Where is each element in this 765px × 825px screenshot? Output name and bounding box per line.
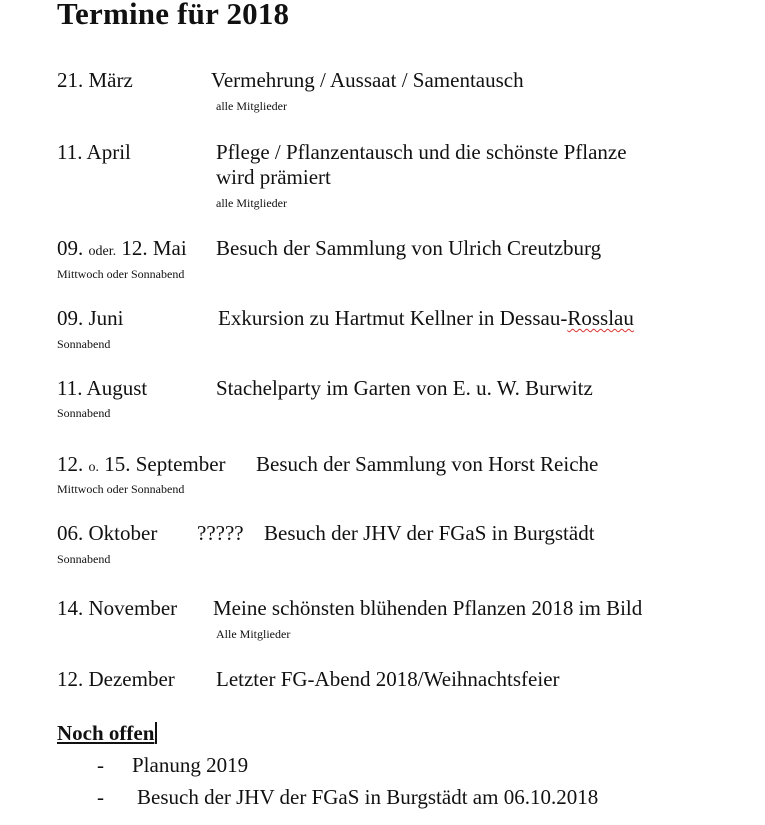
event-date: 12. Dezember	[57, 667, 175, 691]
date-part: 15. September	[104, 452, 226, 476]
event-date: 14. November	[57, 596, 178, 620]
event-description: Besuch der Sammlung von Horst Reiche	[256, 452, 599, 476]
event-date	[57, 236, 187, 261]
date-part: 12.	[57, 452, 84, 476]
event-date: 06. Oktober	[57, 521, 158, 545]
event-note: Sonnabend	[57, 406, 111, 420]
list-bullet: -	[97, 753, 104, 777]
event-description	[218, 306, 634, 331]
page-title: Termine für 2018	[57, 0, 290, 31]
event-note: Mittwoch oder Sonnabend	[57, 267, 185, 281]
event-date: 11. August	[57, 376, 148, 400]
event-description: Besuch der JHV der FGaS in Burgstädt	[264, 521, 595, 545]
event-note: alle Mitglieder	[216, 196, 287, 210]
event-description: Vermehrung / Aussaat / Samentausch	[211, 68, 524, 92]
event-description: Pflege / Pflanzentausch und die schönste Pflanze	[216, 140, 627, 164]
date-part: 09.	[57, 236, 84, 260]
text-cursor	[155, 722, 157, 744]
event-note: alle Mitglieder	[216, 99, 287, 113]
heading-text: Noch offen	[57, 721, 155, 745]
uncertain-marker: ?????	[197, 521, 244, 545]
spellcheck-flagged-word[interactable]: Rosslau	[567, 306, 634, 330]
open-items-heading	[57, 721, 157, 746]
event-description-cont: wird prämiert	[216, 165, 331, 189]
event-description: Meine schönsten blühenden Pflanzen 2018 im Bild	[213, 596, 643, 620]
date-part: 12. Mai	[121, 236, 187, 260]
list-bullet: -	[97, 785, 104, 809]
description-text: Exkursion zu Hartmut Kellner in Dessau-	[218, 306, 568, 330]
event-note: Mittwoch oder Sonnabend	[57, 482, 185, 496]
event-description: Letzter FG-Abend 2018/Weihnachtsfeier	[216, 667, 560, 691]
event-date: 09. Juni	[57, 306, 124, 330]
list-item: Besuch der JHV der FGaS in Burgstädt am 06.10.2018	[137, 785, 599, 809]
event-date	[57, 452, 226, 477]
event-description: Besuch der Sammlung von Ulrich Creutzburg	[216, 236, 602, 260]
event-date: 21. März	[57, 68, 133, 92]
date-connector: oder.	[88, 244, 117, 259]
event-description: Stachelparty im Garten von E. u. W. Burwitz	[216, 376, 593, 400]
event-note: Alle Mitglieder	[216, 627, 291, 641]
date-connector: o.	[88, 460, 99, 475]
event-note: Sonnabend	[57, 337, 111, 351]
event-note: Sonnabend	[57, 552, 111, 566]
list-item: Planung 2019	[132, 753, 249, 777]
event-date: 11. April	[57, 140, 131, 164]
